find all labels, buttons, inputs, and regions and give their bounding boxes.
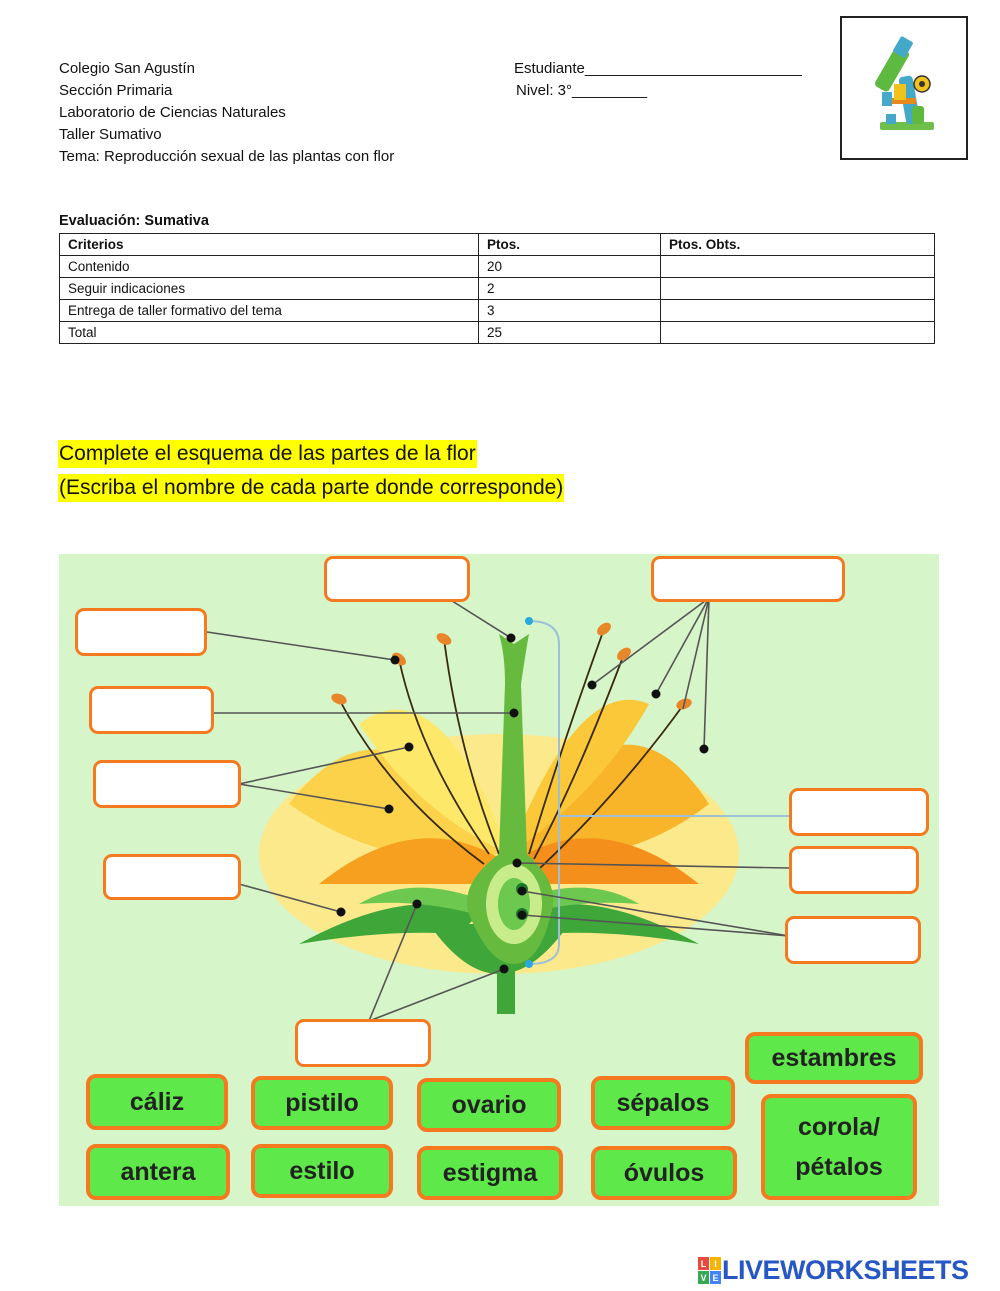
topic-line: Tema: Reproducción sexual de las plantas con flor xyxy=(59,148,395,165)
student-field: Estudiante__________________________ xyxy=(514,60,802,77)
word-estilo[interactable] xyxy=(251,1144,393,1198)
instruction-line-1: Complete el esquema de las partes de la flor xyxy=(58,440,477,468)
answer-blank-right-3[interactable] xyxy=(785,916,921,964)
flower-diagram xyxy=(59,554,939,1206)
answer-blank-right-1[interactable] xyxy=(789,788,929,836)
obtained-cell[interactable] xyxy=(661,278,935,300)
obtained-cell[interactable] xyxy=(661,322,935,344)
badge-letter: L xyxy=(700,1258,707,1269)
word-label: óvulos xyxy=(623,1159,705,1187)
word-caliz[interactable] xyxy=(86,1074,228,1130)
school-name: Colegio San Agustín xyxy=(59,60,195,77)
column-header: Ptos. Obts. xyxy=(661,234,935,256)
points-cell: 25 xyxy=(479,322,661,344)
table-row xyxy=(60,278,935,300)
obtained-cell[interactable] xyxy=(661,256,935,278)
answer-blank-left-3[interactable] xyxy=(93,760,241,808)
badge-letter: I xyxy=(714,1258,717,1269)
criterion-cell: Contenido xyxy=(60,256,479,278)
word-label: cáliz xyxy=(129,1088,185,1116)
rubric-table xyxy=(59,233,935,344)
word-label: sépalos xyxy=(616,1089,710,1117)
level-field: Nivel: 3°_________ xyxy=(516,82,648,99)
criterion-cell: Seguir indicaciones xyxy=(60,278,479,300)
answer-blank-bottom[interactable] xyxy=(295,1019,431,1067)
section-name: Sección Primaria xyxy=(59,82,173,99)
points-cell: 20 xyxy=(479,256,661,278)
column-header: Criterios xyxy=(60,234,479,256)
points-cell: 2 xyxy=(479,278,661,300)
word-label: antera xyxy=(120,1158,196,1186)
badge-letter: V xyxy=(700,1272,707,1283)
lab-name: Laboratorio de Ciencias Naturales xyxy=(59,104,286,121)
word-antera[interactable] xyxy=(86,1144,230,1200)
word-label: estigma xyxy=(442,1159,538,1187)
answer-blank-top-right[interactable] xyxy=(651,556,845,602)
criterion-cell: Total xyxy=(60,322,479,344)
table-row xyxy=(60,256,935,278)
criterion-cell: Entrega de taller formativo del tema xyxy=(60,300,479,322)
word-label: corola/ xyxy=(798,1113,880,1141)
badge-letter: E xyxy=(712,1272,719,1283)
brand-name: LIVEWORKSHEETS xyxy=(722,1255,969,1285)
column-header: Ptos. xyxy=(479,234,661,256)
table-row xyxy=(60,300,935,322)
word-label: estilo xyxy=(289,1157,355,1185)
workshop-name: Taller Sumativo xyxy=(59,126,162,143)
table-header-row xyxy=(60,234,935,256)
word-estambres[interactable] xyxy=(745,1032,923,1084)
points-cell: 3 xyxy=(479,300,661,322)
header-left xyxy=(59,58,394,168)
microscope-logo xyxy=(840,16,968,160)
word-label: pétalos xyxy=(795,1153,883,1181)
answer-blank-top-center[interactable] xyxy=(324,556,470,602)
word-label: ovario xyxy=(451,1091,527,1119)
word-estigma[interactable] xyxy=(417,1146,563,1200)
word-ovario[interactable] xyxy=(417,1078,561,1132)
word-label: estambres xyxy=(771,1044,897,1072)
word-pistilo[interactable] xyxy=(251,1076,393,1130)
liveworksheets-badge-icon xyxy=(698,1257,722,1285)
word-label: pistilo xyxy=(285,1089,359,1117)
word-sepalos[interactable] xyxy=(591,1076,735,1130)
liveworksheets-logo[interactable] xyxy=(698,1255,969,1286)
instruction-line-2: (Escriba el nombre de cada parte donde corresponde) xyxy=(58,474,564,502)
word-ovulos[interactable] xyxy=(591,1146,737,1200)
word-corola-petalos[interactable] xyxy=(761,1094,917,1200)
answer-blank-left-1[interactable] xyxy=(75,608,207,656)
answer-blank-right-2[interactable] xyxy=(789,846,919,894)
table-row xyxy=(60,322,935,344)
answer-blank-left-2[interactable] xyxy=(89,686,214,734)
obtained-cell[interactable] xyxy=(661,300,935,322)
evaluation-title: Evaluación: Sumativa xyxy=(59,213,209,229)
microscope-icon xyxy=(842,18,966,158)
answer-blank-left-4[interactable] xyxy=(103,854,241,900)
